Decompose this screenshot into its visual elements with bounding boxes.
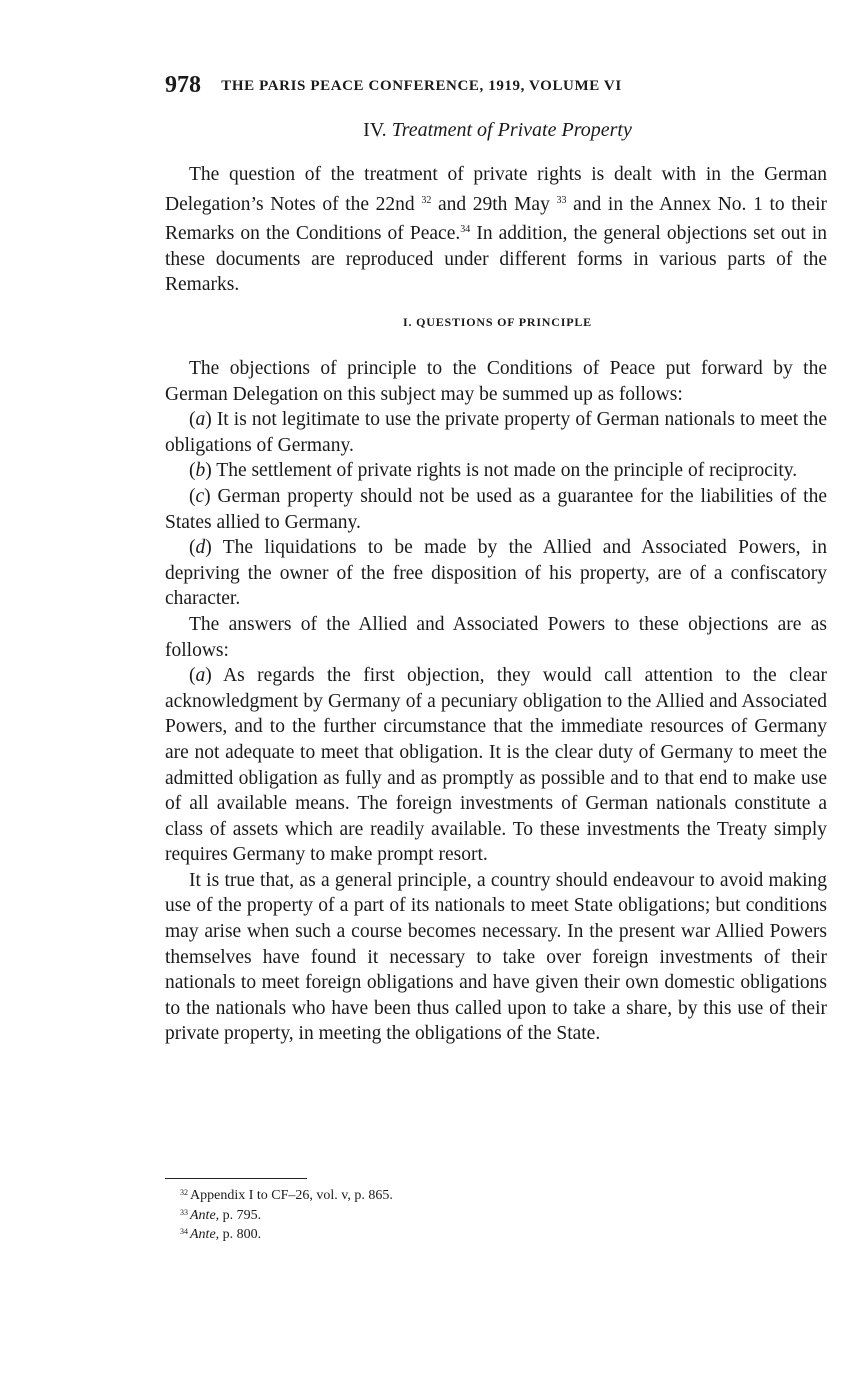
- objection-d-text: The liquidations to be made by the Allied and Associated Powers, in depriving the owner of the free disposition of his property, are of a confiscatory character.: [165, 537, 827, 610]
- intro-text-part-3: and in the Annex No. 1 to their Remarks on the Conditions of Peace.: [165, 193, 828, 245]
- footnote-mark: 32: [180, 1188, 188, 1197]
- objection-d-label: d: [195, 537, 206, 559]
- footnote-text: p. 800.: [222, 1227, 262, 1242]
- footnotes: [180, 1185, 680, 1244]
- section-numeral: IV.: [363, 119, 387, 141]
- objection-b: (b) The settlement of private rights is not made on the principle of reciprocity.: [189, 460, 798, 482]
- footnote-divider: [165, 1178, 307, 1179]
- section-heading: [165, 116, 830, 144]
- footnote-ref-34: 34: [460, 224, 471, 236]
- intro-text-part-2: and 29th May: [437, 193, 550, 215]
- section-title: Treatment of Private Property: [391, 119, 632, 141]
- objection-b-label: b: [195, 460, 206, 482]
- objection-a: (a) It is not legitimate to use the private property of German nationals to meet the obligations of Germany.: [165, 409, 827, 456]
- footnote-32: [180, 1185, 680, 1205]
- objection-c: (c) German property should not be used as a guarantee for the liabilities of the States allied to Germany.: [165, 485, 827, 533]
- answer-a: (a) As regards the first objection, they would call attention to the clear acknowledgment by Germany of a pecuniary obligation to the Allied and Associated Powers, and to the further circumstance that the immediate resources of Germany are not adequate to meet that obligation. It is the clear duty of Germany to meet the admitted obligation as fully and as promptly as possible and to that end to make use of all available means. The foreign investments of German nationals constitute a class of assets which are readily available. To these investments the Treaty simply requires Germany to make prompt resort.: [165, 665, 828, 866]
- subsection-heading: I. QUESTIONS OF PRINCIPLE: [403, 315, 592, 329]
- objection-a-text: It is not legitimate to use the private property of German nationals to meet the obligations of Germany.: [165, 409, 827, 456]
- intro-block: [165, 162, 827, 298]
- running-title: THE PARIS PEACE CONFERENCE, 1919, VOLUME VI: [221, 78, 622, 94]
- objection-d: (d) The liquidations to be made by the Allied and Associated Powers, in depriving the owner of the free disposition of his property, are of a confiscatory character.: [165, 537, 827, 610]
- principles-block: [165, 356, 827, 1047]
- footnote-italic: Ante,: [190, 1227, 220, 1242]
- objection-c-text: German property should not be used as a guarantee for the liabilities of the States allied to Germany.: [165, 485, 827, 533]
- objection-a-label: a: [195, 409, 206, 431]
- answer-a-text: As regards the first objection, they would call attention to the clear acknowledgment by Germany of a pecuniary obligation to the Allied and Associated Powers, and to the further circumstance that the immediate resources of Germany are not adequate to meet that obligation. It is the clear duty of Germany to meet the admitted obligation as fully and as promptly as possible and to that end to make use of all available means. The foreign investments of German nationals constitute a class of assets which are readily available. To these investments the Treaty simply requires Germany to make prompt resort.: [165, 665, 828, 866]
- objection-c-label: c: [195, 485, 205, 507]
- footnote-mark: 34: [180, 1227, 188, 1236]
- objections-intro: The objections of principle to the Conditions of Peace put forward by the German Delegation on this subject may be summed up as follows:: [165, 358, 827, 405]
- footnote-italic: Ante,: [190, 1207, 220, 1223]
- answers-intro: The answers of the Allied and Associated Powers to these objections are as follows:: [165, 613, 827, 661]
- footnote-34: [180, 1224, 680, 1244]
- page-number: 978: [165, 72, 201, 98]
- footnote-ref-33: 33: [556, 194, 567, 206]
- footnote-33: [180, 1205, 680, 1225]
- footnote-text: Appendix I to CF–26, vol. v, p. 865.: [190, 1188, 393, 1203]
- footnote-ref-32: 32: [421, 194, 432, 206]
- intro-paragraph: [165, 162, 827, 298]
- answer-paragraph-2: It is true that, as a general principle, a country should endeavour to avoid making use of the property of a part of its nationals to meet State obligations; but conditions may arise when such a course becomes necessary. In the present war Allied Powers themselves have found it necessary to take over foreign investments of their nationals to meet foreign obligations and have given their own domestic obligations to the nationals who have been thus called upon to take a share, by this use of their private property, in meeting the obligations of the State.: [165, 869, 827, 1045]
- footnote-text: p. 795.: [222, 1207, 262, 1223]
- objection-b-text: The settlement of private rights is not made on the principle of reciprocity.: [216, 460, 798, 482]
- intro-text-part-1: The question of the treatment of private rights is dealt with in the German Delegation’s Notes of the 22nd: [165, 164, 827, 215]
- answer-a-label: a: [195, 665, 206, 687]
- intro-text-part-4: In addition, the general objections set out in these documents are reproduced under different forms in various parts of the Remarks.: [165, 223, 828, 296]
- footnote-mark: 33: [180, 1207, 188, 1217]
- running-header: [165, 72, 830, 99]
